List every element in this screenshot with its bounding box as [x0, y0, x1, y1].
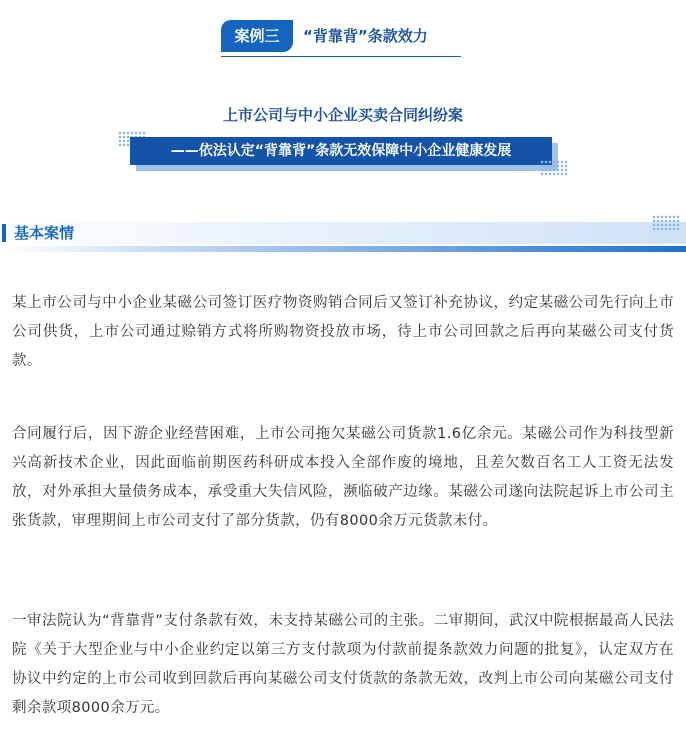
- case-header: [221, 20, 461, 52]
- paragraph-court-ruling: 一审法院认为“背靠背”支付条款有效，未支持某磁公司的主张。二审期间，武汉中院根据最高人民法院《关于大型企业与中小企业约定以第三方支付款项为付款前提条款效力问题的批复》，认定双方在协议中约定的上市公司收到回款后再向某磁公司支付货款的条款无效，改判上市公司向某磁公司支付剩余款项8000余万元。: [12, 613, 674, 716]
- section-header-background: [0, 222, 686, 244]
- section-accent-bar: [2, 224, 6, 242]
- case-header-underline: [221, 56, 461, 57]
- decorative-dots-right: [540, 160, 568, 176]
- case-number-badge: 案例三: [221, 20, 293, 52]
- article-subtitle: ——依法认定“背靠背”条款无效保障中小企业健康发展: [130, 137, 552, 165]
- section-gradient-line: [0, 246, 686, 252]
- paragraph-contract-default: 合同履行后，因下游企业经营困难，上市公司拖欠某磁公司货款1.6亿余元。某磁公司作为科技型新兴高新技术企业，因此面临前期医药科研成本投入全部作废的境地，且差欠数百名工人工资无法发放，对外承担大量债务成本，承受重大失信风险，濒临破产边缘。某磁公司遂向法院起诉上市公司主张货款，审理期间上市公司支付了部分货款，仍有8000余万元货款未付。: [12, 426, 674, 529]
- section-title: 基本案情: [14, 224, 75, 242]
- decorative-dots-section: [652, 215, 680, 231]
- article-title: 上市公司与中小企业买卖合同纠纷案: [222, 106, 463, 124]
- case-heading: “背靠背”条款效力: [303, 27, 428, 45]
- paragraph-background: 某上市公司与中小企业某磁公司签订医疗物资购销合同后又签订补充协议，约定某磁公司先行向上市公司供货，上市公司通过赊销方式将所购物资投放市场，待上市公司回款之后再向某磁公司支付货款。: [12, 295, 674, 369]
